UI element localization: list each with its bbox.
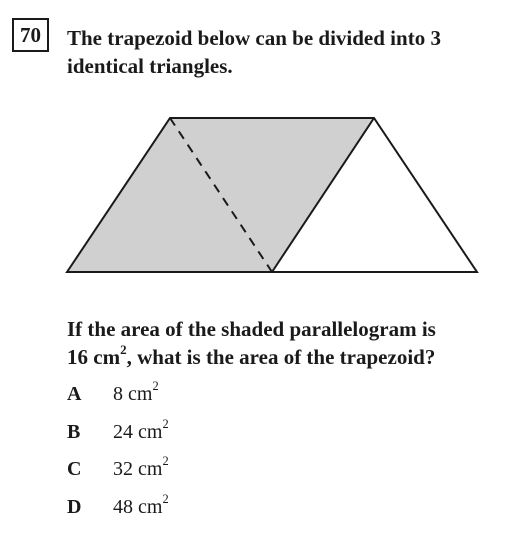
prompt-pre: If the area of the shaded parallelogram is bbox=[67, 317, 436, 341]
question-prompt bbox=[67, 315, 497, 371]
choice-value: 32 $cm^2$ bbox=[113, 454, 169, 480]
choice-d[interactable] bbox=[67, 491, 169, 534]
choice-letter: D bbox=[67, 495, 82, 518]
prompt-exponent: 2 bbox=[120, 342, 127, 358]
question-number: 70 bbox=[20, 22, 41, 47]
choice-b[interactable] bbox=[67, 416, 169, 459]
choice-value: 8 $cm^2$ bbox=[113, 379, 159, 405]
choice-letter: B bbox=[67, 420, 81, 443]
answer-choices bbox=[67, 379, 169, 533]
choice-a[interactable] bbox=[67, 379, 169, 421]
prompt-post: , what is the area of the trapezoid? bbox=[126, 345, 436, 369]
choice-letter: C bbox=[67, 458, 82, 480]
question-text: The trapezoid below can be divided into 3 identical triangles. bbox=[67, 26, 441, 78]
choice-value: 24 $cm^2$ bbox=[113, 416, 169, 443]
prompt-value: 16 cm bbox=[67, 345, 121, 369]
choice-c[interactable] bbox=[67, 454, 169, 496]
choice-value: 48 $cm^2$ bbox=[113, 491, 169, 518]
choice-letter: A bbox=[67, 383, 82, 405]
shaded-parallelogram bbox=[67, 118, 374, 272]
